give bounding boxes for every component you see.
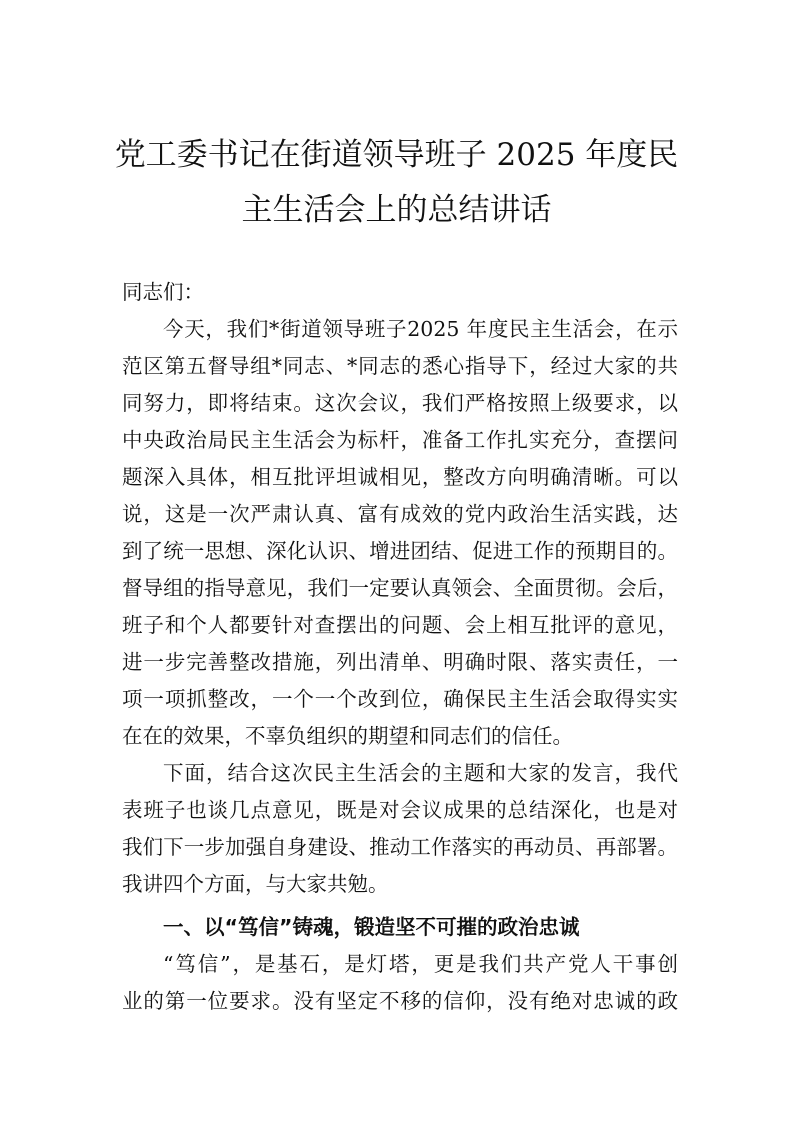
text-line: 业的第一位要求。没有坚定不移的信仰，没有绝对忠诚的政	[122, 989, 678, 1013]
salutation: 同志们：	[122, 280, 204, 304]
text-line: 今天，我们*街道领导班子2025 年度民主生活会，在示	[163, 317, 678, 341]
section-heading: 一、以“笃信”铸魂，锻造坚不可摧的政治忠诚	[163, 915, 580, 939]
paragraph-2	[122, 755, 678, 903]
text-line: 到了统一思想、深化认识、增进团结、促进工作的预期目的。	[122, 539, 678, 563]
text-line: 说，这是一次严肃认真、富有成效的党内政治生活实践，达	[122, 502, 678, 526]
text-line: 范区第五督导组*同志、*同志的悉心指导下，经过大家的共	[122, 354, 678, 378]
title-line-2: 主生活会上的总结讲话	[241, 192, 552, 228]
text-line: 我们下一步加强自身建设、推动工作落实的再动员、再部署。	[122, 835, 678, 859]
title-line-1: 党工委书记在街道领导班子 2025 年度民	[114, 137, 679, 173]
text-line: 进一步完善整改措施，列出清单、明确时限、落实责任，一	[122, 650, 678, 674]
text-line: 题深入具体，相互批评坦诚相见，整改方向明确清晰。可以	[122, 465, 678, 489]
text-line: 下面，结合这次民主生活会的主题和大家的发言，我代	[163, 761, 678, 785]
document-title	[100, 128, 693, 238]
section-one	[122, 908, 678, 1020]
text-line: 我讲四个方面，与大家共勉。	[122, 872, 389, 896]
body-text	[122, 274, 678, 903]
text-line: “笃信”，是基石，是灯塔，更是我们共产党人干事创	[163, 952, 678, 976]
text-line: 表班子也谈几点意见，既是对会议成果的总结深化，也是对	[122, 798, 678, 822]
text-line: 同努力，即将结束。这次会议，我们严格按照上级要求，以	[122, 391, 678, 415]
text-line: 班子和个人都要针对查摆出的问题、会上相互批评的意见，	[122, 613, 678, 637]
text-line: 项一项抓整改，一个一个改到位，确保民主生活会取得实实	[122, 687, 678, 711]
paragraph-1	[122, 311, 678, 755]
text-line: 中央政治局民主生活会为标杆，准备工作扎实充分，查摆问	[122, 428, 678, 452]
text-line: 在在的效果，不辜负组织的期望和同志们的信任。	[122, 724, 573, 748]
text-line: 督导组的指导意见，我们一定要认真领会、全面贯彻。会后，	[122, 576, 678, 600]
